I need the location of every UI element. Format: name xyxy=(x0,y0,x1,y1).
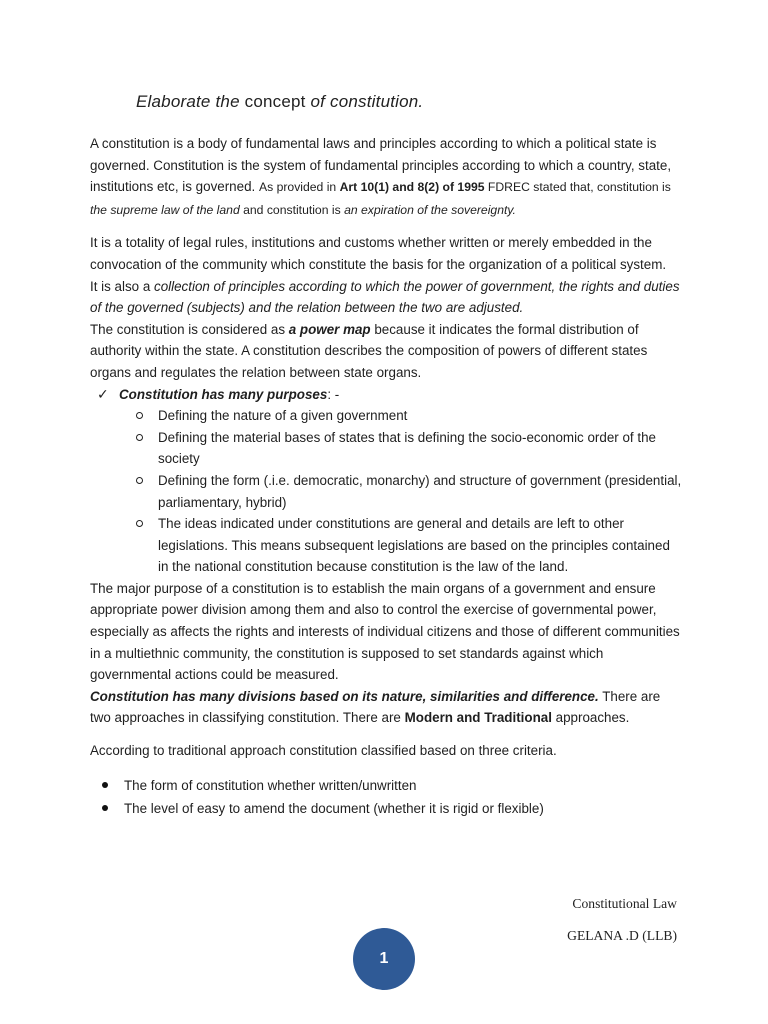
list-item: The level of easy to amend the document (whether it is rigid or flexible) xyxy=(90,797,682,820)
traditional-approach-paragraph: According to traditional approach constitution classified based on three criteria. xyxy=(90,743,557,759)
major-purpose-paragraph: The major purpose of a constitution is to establish the main organs of a government and ensure appropriate power division among them and also to control the exercise of governmental power, especially as affects the rights and interests of individual citizens and those of different communities in a multiethnic community, the constitution is supposed to set standards against which governmental actions could be measured. xyxy=(90,580,680,683)
title-part-1: Elaborate the xyxy=(136,92,240,111)
circle-bullet-icon xyxy=(136,434,143,441)
purposes-heading: ✓ Constitution has many purposes: - xyxy=(90,384,682,406)
power-map-paragraph: The constitution is considered as a power map because it indicates the formal distribution of authority within the state. A constitution describes the composition of powers of different states organs and regulates the relation between state organs. xyxy=(90,321,648,380)
divisions-paragraph: Constitution has many divisions based on its nature, similarities and difference. There are two approaches in classifying constitution. There are Modern and Traditional approaches. xyxy=(90,688,661,726)
bullet-icon xyxy=(102,805,108,811)
collection-paragraph: It is also a collection of principles according to which the power of government, the rights and duties of the governed (subjects) and the relation between the two are adjusted. xyxy=(90,278,680,316)
title-part-3: of constitution. xyxy=(310,92,424,111)
page-title xyxy=(136,92,423,112)
list-item: Defining the form (.i.e. democratic, monarchy) and structure of government (presidential, parliamentary, hybrid) xyxy=(90,470,682,513)
footer-course: Constitutional Law xyxy=(572,896,677,911)
title-part-2: concept xyxy=(239,92,311,111)
list-item: Defining the nature of a given government xyxy=(90,405,682,427)
page-number-badge: 1 xyxy=(353,928,415,990)
totality-paragraph: It is a totality of legal rules, institutions and customs whether written or merely embedded in the convocation of the community which constitute the basis for the organization of a political system. xyxy=(90,235,667,272)
circle-bullet-icon xyxy=(136,412,143,419)
checkmark-icon: ✓ xyxy=(97,385,109,402)
list-item: Defining the material bases of states that is defining the socio-economic order of the society xyxy=(90,427,682,470)
circle-bullet-icon xyxy=(136,520,143,527)
bullet-icon xyxy=(102,782,108,788)
list-item: The form of constitution whether written/unwritten xyxy=(90,774,682,797)
criteria-list xyxy=(90,774,682,820)
footer-author: GELANA .D (LLB) xyxy=(567,928,677,943)
list-item: The ideas indicated under constitutions are general and details are left to other legislations. This means subsequent legislations are based on the principles contained in the national constitution because constitution is the law of the land. xyxy=(90,513,682,578)
circle-bullet-icon xyxy=(136,477,143,484)
purposes-list xyxy=(90,405,682,578)
document-body xyxy=(90,133,682,820)
intro-paragraph: A constitution is a body of fundamental laws and principles according to which a political state is governed. Constitution is the system of fundamental principles according to which a country, state, institutions etc, is governed. As provided in Art 10(1) and 8(2) of 1995 FDREC stated that, constitution is the supreme law of the land and constitution is an expiration of the sovereignty. xyxy=(90,136,672,217)
